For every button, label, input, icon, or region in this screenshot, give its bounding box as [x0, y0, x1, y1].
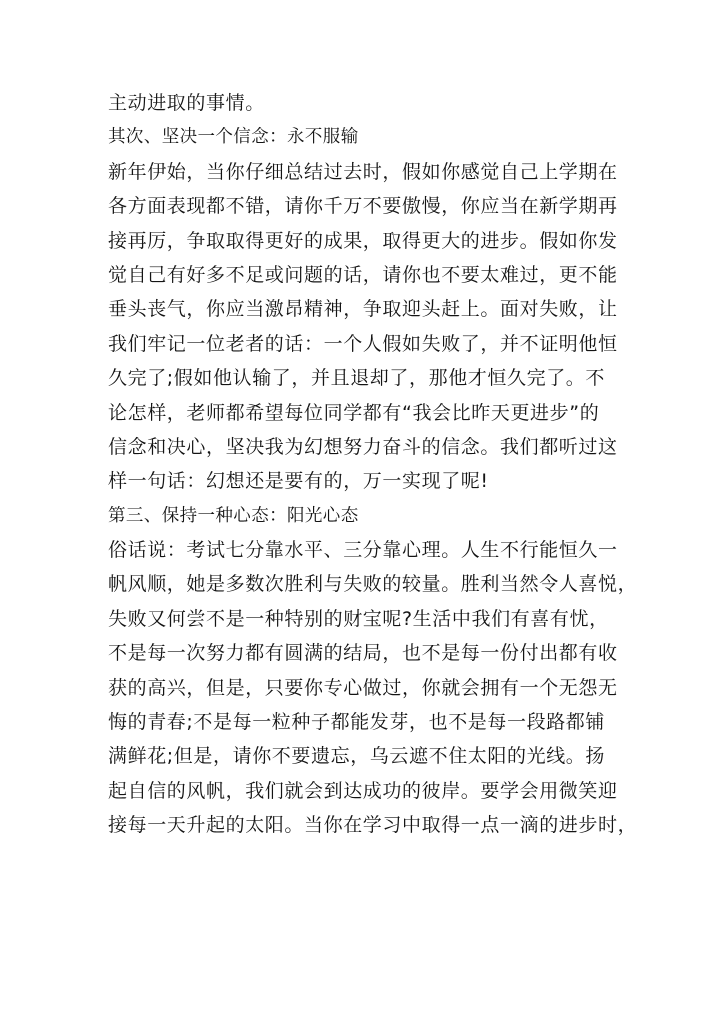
text-line: 起自信的风帆，我们就会到达成功的彼岸。要学会用微笑迎 [108, 779, 618, 802]
text-line: 各方面表现都不错，请你千万不要傲慢，你应当在新学期再 [108, 195, 618, 218]
text-line: 悔的青春;不是每一粒种子都能发芽，也不是每一段路都铺 [108, 711, 606, 734]
document-page [108, 86, 638, 843]
section-heading: 其次、坚决一个信念：永不服输 [108, 127, 359, 148]
text-line: 俗话说：考试七分靠水平、三分靠心理。人生不行能恒久一 [108, 539, 618, 562]
text-line: 我们牢记一位老者的话：一个人假如失败了，并不证明他恒 [108, 332, 618, 355]
text-line: 觉自己有好多不足或问题的话，请你也不要太难过，更不能 [108, 263, 618, 286]
section-heading: 第三、保持一种心态：阳光心态 [108, 505, 359, 526]
text-line: 新年伊始，当你仔细总结过去时，假如你感觉自己上学期在 [108, 160, 618, 183]
text-line: 获的高兴，但是，只要你专心做过，你就会拥有一个无怨无 [108, 676, 618, 699]
text-line: 帆风顺，她是多数次胜利与失败的较量。胜利当然令人喜悦， [108, 573, 638, 596]
text-line: 久完了;假如他认输了，并且退却了，那他才恒久完了。不 [108, 367, 606, 390]
text-line: 失败又何尝不是一种特别的财宝呢?生活中我们有喜有忧， [108, 607, 609, 630]
text-line: 信念和决心，坚决我为幻想努力奋斗的信念。我们都听过这 [108, 435, 618, 458]
text-line: 接每一天升起的太阳。当你在学习中取得一点一滴的进步时， [108, 814, 638, 837]
text-line: 不是每一次努力都有圆满的结局，也不是每一份付出都有收 [108, 642, 618, 665]
text-line: 论怎样，老师都希望每位同学都有“我会比昨天更进步”的 [108, 401, 600, 424]
text-line: 满鲜花;但是，请你不要遗忘，乌云遮不住太阳的光线。扬 [108, 745, 606, 768]
text-line: 接再厉，争取取得更好的成果，取得更大的进步。假如你发 [108, 229, 618, 252]
text-line: 垂头丧气，你应当激昂精神，争取迎头赶上。面对失败，让 [108, 298, 618, 321]
text-line: 主动进取的事情。 [108, 92, 265, 114]
text-line: 样一句话：幻想还是要有的，万一实现了呢! [108, 470, 489, 493]
